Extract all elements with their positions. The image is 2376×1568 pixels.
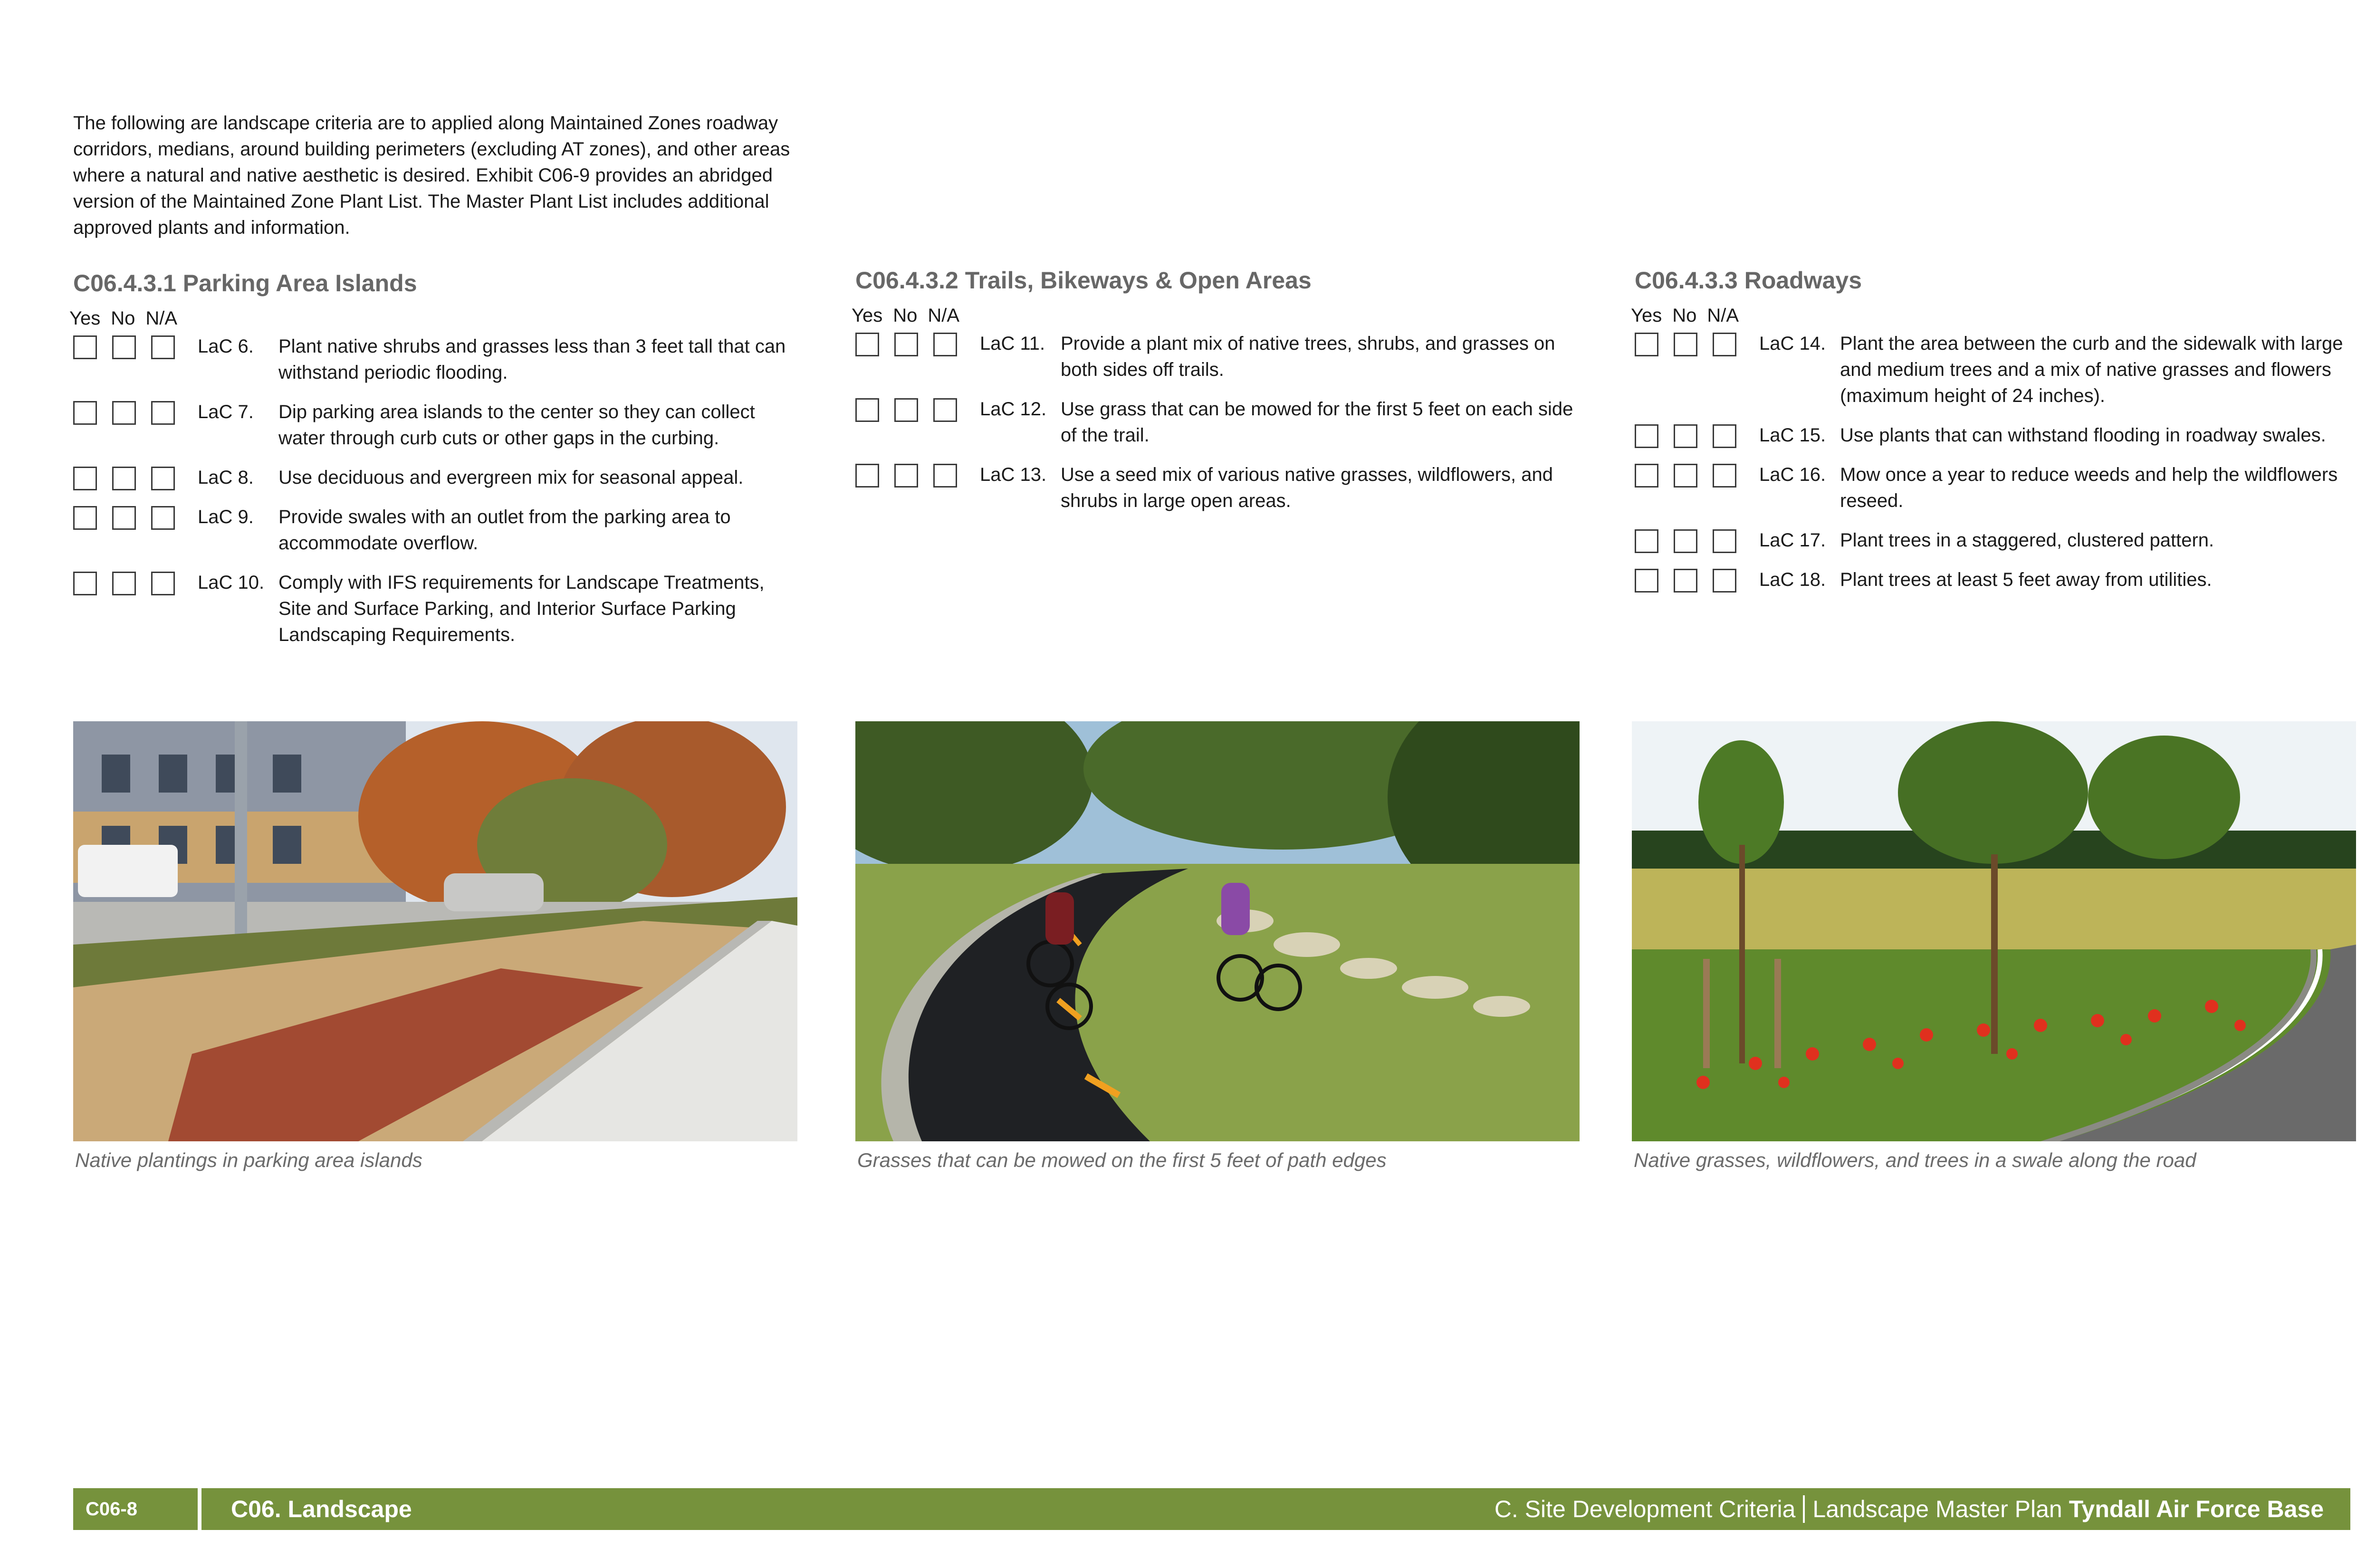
no-checkbox[interactable]: [112, 401, 136, 425]
na-checkbox[interactable]: [1713, 529, 1736, 553]
photo-caption: Native grasses, wildflowers, and trees in a swale along the road: [1634, 1149, 2196, 1171]
item-text: Plant trees at least 5 feet away from utilities.: [1840, 569, 2212, 590]
item-text: Plant trees in a staggered, clustered pattern.: [1840, 530, 2214, 551]
bike-path-photo: [855, 721, 1580, 1141]
checklist-item: [1635, 422, 2357, 449]
yes-checkbox[interactable]: [73, 572, 97, 595]
yes-checkbox[interactable]: [73, 335, 97, 359]
na-checkbox[interactable]: [151, 572, 175, 595]
na-checkbox[interactable]: [933, 464, 957, 488]
no-checkbox[interactable]: [1674, 569, 1697, 593]
no-checkbox[interactable]: [894, 398, 918, 422]
na-checkbox[interactable]: [1713, 333, 1736, 356]
yes-checkbox[interactable]: [1635, 529, 1658, 553]
section-title: C06.4.3.3 Roadways: [1635, 267, 1862, 294]
no-label: No: [893, 305, 918, 326]
page-number: C06-8: [86, 1498, 137, 1520]
photo-caption: Native plantings in parking area islands: [75, 1149, 422, 1171]
item-code: LaC 9.: [198, 507, 254, 527]
checklist-header: [852, 304, 1578, 327]
yes-checkbox[interactable]: [1635, 424, 1658, 448]
item-text: Comply with IFS requirements for Landscape Treatments, Site and Surface Parking, and Interior Surface Parking Landscaping Requirements.: [278, 572, 765, 645]
item-text: Use grass that can be mowed for the first 5 feet on each side of the trail.: [1061, 399, 1573, 446]
na-checkbox[interactable]: [151, 335, 175, 359]
yes-checkbox[interactable]: [855, 333, 879, 356]
checklist-item: [73, 504, 795, 556]
item-code: LaC 10.: [198, 572, 265, 593]
no-checkbox[interactable]: [1674, 424, 1697, 448]
item-text: Plant native shrubs and grasses less than 3 feet tall that can withstand periodic flooding.: [278, 336, 786, 383]
item-text: Provide swales with an outlet from the parking area to accommodate overflow.: [278, 507, 731, 554]
item-code: LaC 14.: [1759, 333, 1826, 354]
yes-checkbox[interactable]: [73, 401, 97, 425]
no-checkbox[interactable]: [1674, 333, 1697, 356]
item-text: Use a seed mix of various native grasses, wildflowers, and shrubs in large open areas.: [1061, 464, 1553, 511]
no-label: No: [1672, 305, 1697, 326]
yes-label: Yes: [1631, 305, 1662, 326]
item-code: LaC 16.: [1759, 464, 1826, 485]
checklist-header: [69, 307, 795, 330]
item-code: LaC 7.: [198, 402, 254, 422]
checklist-item: [855, 462, 1578, 514]
checklist-item: [1635, 567, 2357, 593]
no-checkbox[interactable]: [112, 506, 136, 530]
item-code: LaC 11.: [980, 333, 1045, 354]
na-checkbox[interactable]: [1713, 569, 1736, 593]
checklist-item: [73, 465, 795, 491]
yes-label: Yes: [69, 308, 101, 329]
footer-divider: [198, 1488, 201, 1530]
item-text: Use plants that can withstand flooding in roadway swales.: [1840, 425, 2326, 446]
na-checkbox[interactable]: [151, 506, 175, 530]
item-code: LaC 18.: [1759, 569, 1826, 590]
footer-separator: [1803, 1495, 1805, 1523]
checklist-header: [1631, 304, 2357, 327]
footer-document-info: [1495, 1495, 2350, 1523]
checklist-item: [73, 570, 795, 648]
section-title: C06.4.3.2 Trails, Bikeways & Open Areas: [855, 267, 1312, 294]
yes-label: Yes: [852, 305, 883, 326]
photo-caption: Grasses that can be mowed on the first 5 feet of path edges: [857, 1149, 1387, 1171]
na-checkbox[interactable]: [1713, 464, 1736, 488]
yes-checkbox[interactable]: [73, 467, 97, 490]
item-code: LaC 15.: [1759, 425, 1826, 446]
item-text: Dip parking area islands to the center so they can collect water through curb cuts or other gaps in the curbing.: [278, 402, 755, 449]
no-checkbox[interactable]: [112, 335, 136, 359]
parking-island-photo: [73, 721, 797, 1141]
intro-paragraph: The following are landscape criteria are to applied along Maintained Zones roadway corridors, medians, around building perimeters (excluding AT zones), and other areas where a natural and native aesthetic is desired. Exhibit C06-9 provides an abridged version of the Maintained Zone Plant List. The Master Plant List includes additional approved plants and information.: [73, 113, 790, 238]
item-text: Use deciduous and evergreen mix for seasonal appeal.: [278, 467, 744, 488]
chapter-title: C06. Landscape: [231, 1496, 412, 1522]
yes-checkbox[interactable]: [1635, 333, 1658, 356]
section-roadways: [1631, 266, 2357, 593]
na-label: N/A: [1707, 305, 1739, 326]
checklist-item: [855, 331, 1578, 383]
section-parking-area-islands: [69, 269, 795, 648]
yes-checkbox[interactable]: [1635, 464, 1658, 488]
section-trails-bikeways: [852, 266, 1578, 514]
no-checkbox[interactable]: [1674, 529, 1697, 553]
page-footer: [73, 1488, 2350, 1530]
na-checkbox[interactable]: [933, 333, 957, 356]
checklist-item: [1635, 462, 2357, 514]
na-label: N/A: [145, 308, 178, 329]
na-checkbox[interactable]: [933, 398, 957, 422]
no-checkbox[interactable]: [112, 467, 136, 490]
yes-checkbox[interactable]: [855, 398, 879, 422]
yes-checkbox[interactable]: [1635, 569, 1658, 593]
section-name: C. Site Development Criteria: [1494, 1496, 1796, 1522]
item-code: LaC 8.: [198, 467, 254, 488]
base-name: Tyndall Air Force Base: [2069, 1496, 2324, 1522]
no-label: No: [111, 308, 135, 329]
no-checkbox[interactable]: [112, 572, 136, 595]
na-checkbox[interactable]: [1713, 424, 1736, 448]
checklist-item: [1635, 331, 2357, 409]
no-checkbox[interactable]: [894, 464, 918, 488]
yes-checkbox[interactable]: [855, 464, 879, 488]
na-label: N/A: [928, 305, 960, 326]
na-checkbox[interactable]: [151, 401, 175, 425]
checklist-item: [73, 399, 795, 451]
checklist-item: [73, 334, 795, 386]
roadway-swale-photo: [1632, 721, 2356, 1141]
plan-name: Landscape Master Plan: [1812, 1496, 2062, 1522]
item-code: LaC 13.: [980, 464, 1047, 485]
yes-checkbox[interactable]: [73, 506, 97, 530]
item-code: LaC 12.: [980, 399, 1047, 420]
no-checkbox[interactable]: [1674, 464, 1697, 488]
checklist-item: [855, 396, 1578, 449]
checklist-item: [1635, 527, 2357, 554]
section-title: C06.4.3.1 Parking Area Islands: [73, 270, 417, 296]
item-text: Provide a plant mix of native trees, shrubs, and grasses on both sides off trails.: [1061, 333, 1555, 380]
item-text: Plant the area between the curb and the sidewalk with large and medium trees and a mix of native grasses and flowers (maximum height of 24 inches).: [1840, 333, 2343, 406]
na-checkbox[interactable]: [151, 467, 175, 490]
item-code: LaC 6.: [198, 336, 254, 357]
no-checkbox[interactable]: [894, 333, 918, 356]
item-text: Mow once a year to reduce weeds and help the wildflowers reseed.: [1840, 464, 2338, 511]
item-code: LaC 17.: [1759, 530, 1826, 551]
